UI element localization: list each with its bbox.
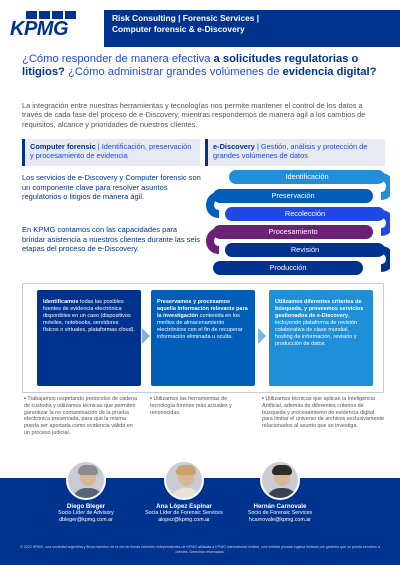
flow-step-produccion: Producción bbox=[213, 261, 363, 275]
title-bold1: a solicitudes regulatorias o litigios? bbox=[22, 53, 359, 78]
note-ai bbox=[262, 396, 384, 430]
title-bold2: evidencia digital? bbox=[282, 66, 377, 78]
person-name: Diego Bleger bbox=[66, 503, 106, 510]
note1-text: Trabajamos respetando protocolos de cadena de custodia y utilizamos técnicas que permiten garantizar la no contaminación de la prueba electrónica preservada, para que la misma pueda ser aportada como evidencia válida en un proceso judicial. bbox=[24, 396, 138, 436]
person-name: Hernán Carnovale bbox=[253, 503, 307, 510]
person-email[interactable]: hcarnovale@kpmg.com.ar bbox=[249, 517, 311, 523]
intro-paragraph: La integración entre nuestras herramientas y tecnologías nos permite mantener el control de los datos a través de cada fase del proceso de e-Discovery, mientras respondemos de manera ágil a los cambios de requisitos, alcance y prioridades de nuestros clientes. bbox=[22, 101, 366, 129]
page-title bbox=[22, 53, 382, 79]
header-band-line2: Computer forensic & e-Discovery bbox=[112, 24, 245, 34]
services-paragraph: Los servicios de e-Discovery y Computer forensic son un componente clave para resolver asuntos regulatorios o litigios de manera ágil. bbox=[22, 173, 201, 202]
logo-text: KPMG bbox=[10, 18, 68, 40]
ediscovery-flow-diagram bbox=[205, 166, 390, 278]
bullet-icon: • bbox=[150, 396, 154, 402]
person-role: Socio Líder de Advisory bbox=[58, 510, 114, 516]
person-diego-bleger bbox=[31, 503, 141, 524]
arrow-right-icon bbox=[142, 328, 150, 344]
person-role: Socia Líder de Forensic Services bbox=[145, 510, 223, 516]
card3-bold: Utilizamos diferentes criterios de búsqueda, y proveemos servicios gestionados de e-Discovery bbox=[275, 299, 364, 319]
card2-bold: Preservamos y procesamos aquella información relevante para la investigación bbox=[157, 299, 248, 319]
note-tools bbox=[150, 396, 250, 416]
card-preservation bbox=[151, 290, 255, 386]
title-part2: ¿Cómo administrar grandes volúmenes de bbox=[64, 66, 283, 78]
flow-step-procesamiento: Procesamiento bbox=[213, 225, 373, 239]
person-hernan-carnovale bbox=[225, 503, 335, 524]
flow-step-preservacion: Preservación bbox=[213, 189, 373, 203]
person-role: Socio de Forensic Services bbox=[247, 510, 313, 516]
footer-legal: © 2022 KPMG, una sociedad argentina y firma miembro de la red de firmas miembro independientes de KPMG afiliadas a KPMG International Limited, una entidad privada inglesa limitada por garantía que no presta servicios a clientes. Derechos reservados. bbox=[20, 545, 380, 554]
person-email[interactable]: alopez@kpmg.com.ar bbox=[158, 517, 210, 523]
computer-forensic-heading bbox=[22, 139, 200, 166]
card-search bbox=[269, 290, 373, 386]
card-identification bbox=[37, 290, 141, 386]
card1-bold: Identificamos bbox=[43, 299, 79, 305]
note2-text: Utilizamos las herramientas de tecnología forense más actuales y reconocidas. bbox=[150, 396, 232, 416]
card2-text: contenida en los medios de almacenamiento electrónicos con el fin de recuperar información eliminada u oculta. bbox=[157, 313, 243, 340]
title-part1: ¿Cómo responder de manera efectiva bbox=[22, 53, 214, 65]
avatar-hernan-carnovale bbox=[260, 460, 300, 500]
person-name: Ana López Espinar bbox=[156, 503, 212, 510]
arrow-right-icon bbox=[258, 328, 266, 344]
ediscovery-heading bbox=[205, 139, 385, 166]
avatar-ana-lopez-espinar bbox=[164, 460, 204, 500]
computer-forensic-heading-rest: | Identificación, preservación y procesamiento de evidencia bbox=[30, 142, 192, 160]
process-cards bbox=[22, 283, 384, 393]
header-band-line1: Risk Consulting | Forensic Services | bbox=[112, 13, 260, 23]
flow-step-recoleccion: Recolección bbox=[225, 207, 385, 221]
avatar-diego-bleger bbox=[66, 460, 106, 500]
person-email[interactable]: dbleger@kpmg.com.ar bbox=[59, 517, 113, 523]
kpmg-logo bbox=[10, 11, 90, 41]
flow-step-revision: Revisión bbox=[225, 243, 385, 257]
capabilities-paragraph: En KPMG contamos con las capacidades para brindar asistencia a nuestros clientes durante las seis etapas del proceso de e-Discovery. bbox=[22, 225, 201, 254]
header-band bbox=[104, 10, 400, 47]
card1-text: todas las posibles fuentes de evidencia electrónica disponibles en un caso (dispositivos móviles, notebooks, servidores físicos o virtuales, plataformas cloud). bbox=[43, 299, 136, 333]
bullet-icon: • bbox=[262, 396, 266, 402]
flow-step-identificacion: Identificación bbox=[229, 170, 385, 184]
ediscovery-heading-bold: e-Discovery bbox=[213, 142, 255, 151]
page-header bbox=[0, 0, 400, 48]
ediscovery-heading-rest: | Gestión, análisis y protección de grandes volúmenes de datos bbox=[213, 142, 368, 160]
note-custody bbox=[24, 396, 140, 437]
card3-text: , incluyendo plataforma de revisión colaborativa de clase mundial, hosting de información, revisión y producción de datos. bbox=[275, 313, 357, 347]
computer-forensic-heading-bold: Computer forensic bbox=[30, 142, 96, 151]
person-ana-lopez-espinar bbox=[129, 503, 239, 524]
note3-text: Utilizamos técnicas que aplican la Inteligencia Artificial, además de diferentes criterios de búsqueda y procesamiento de evidencia digital para limitar el universo de archivos exclusivamente relacionados al asunto que se investiga. bbox=[262, 396, 384, 430]
bullet-icon: • bbox=[24, 396, 28, 402]
